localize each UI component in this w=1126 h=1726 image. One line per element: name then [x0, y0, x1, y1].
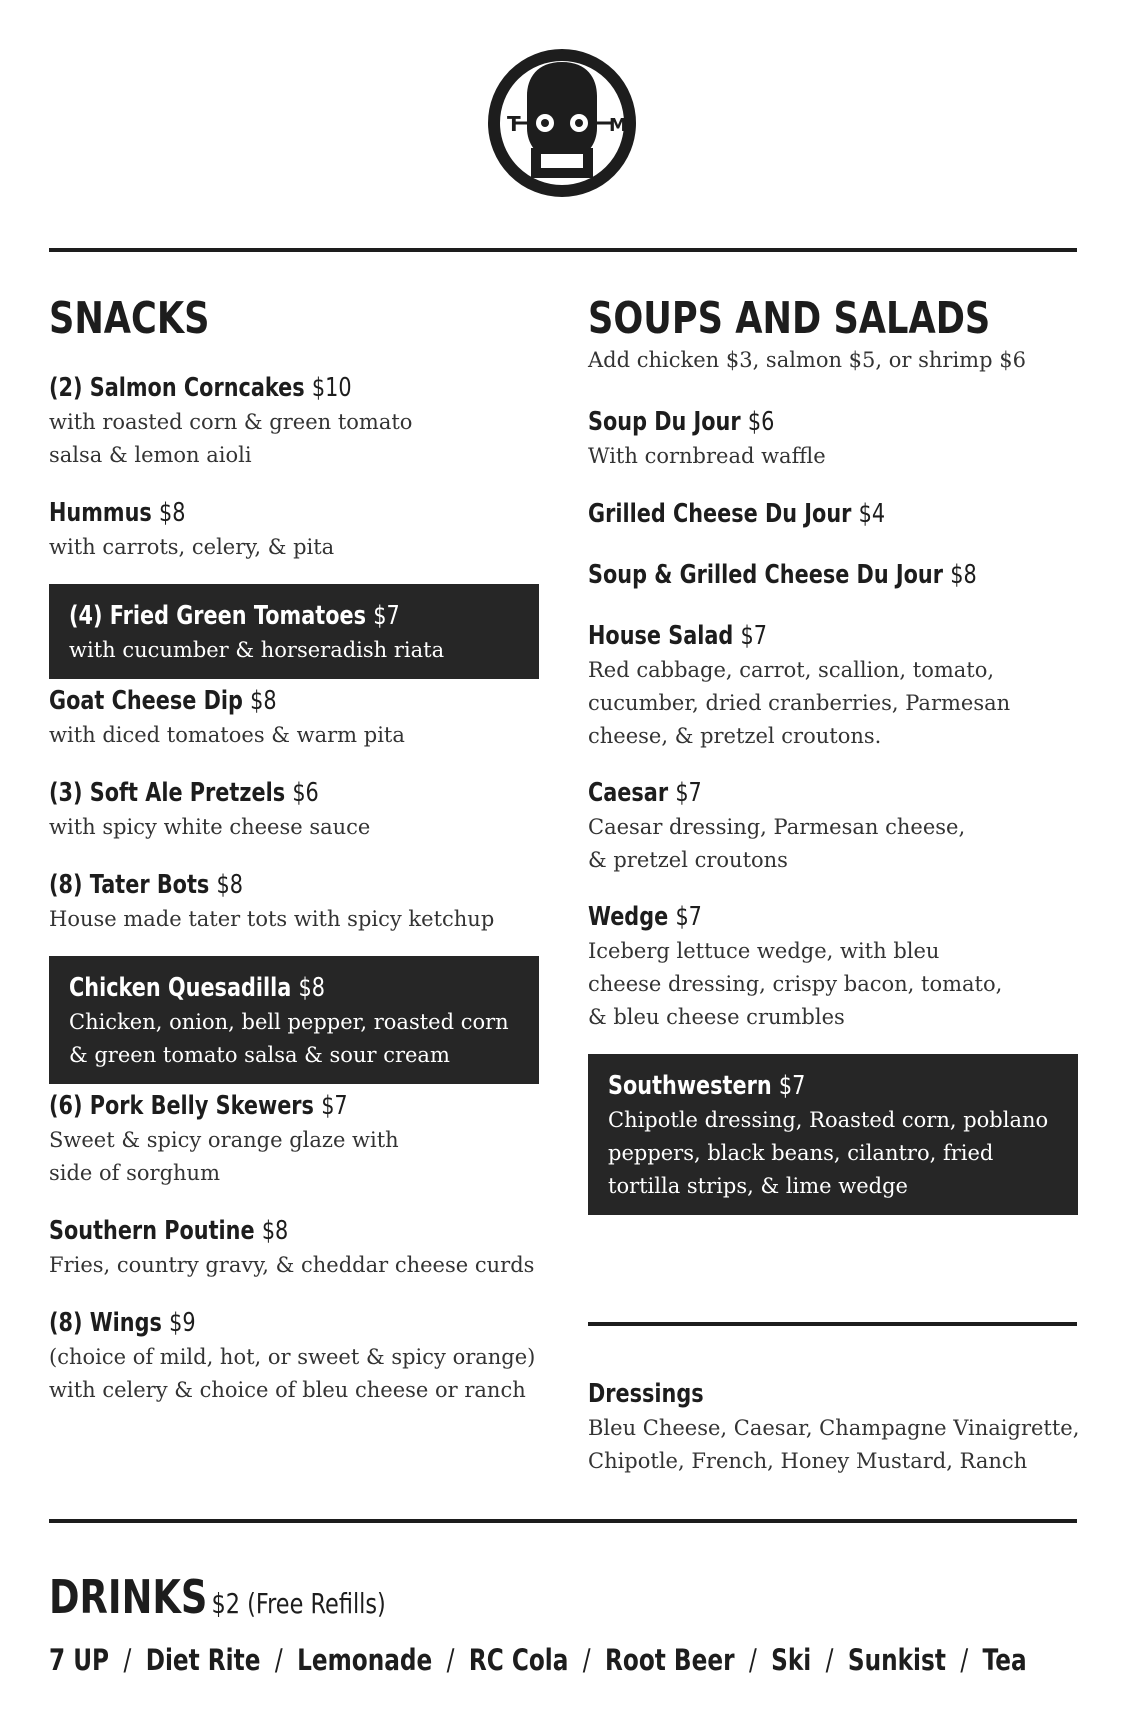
item-title: Southern Poutine — [49, 1216, 262, 1246]
menu-item-description: & green tomato salsa & sour cream — [69, 1043, 450, 1067]
item-price: $6 — [292, 778, 319, 808]
item-title: House Salad — [588, 621, 741, 651]
soups-title: SOUPS AND SALADS — [588, 293, 991, 344]
item-price: $7 — [675, 778, 702, 808]
menu-item-description: with diced tomatoes & warm pita — [49, 723, 405, 747]
menu-item-name — [49, 370, 441, 406]
menu-item — [49, 584, 539, 679]
drink-item: RC Cola — [468, 1643, 569, 1677]
drinks-title: DRINKS — [49, 1570, 208, 1624]
menu-item-name — [588, 775, 980, 811]
menu-item — [49, 775, 539, 844]
menu-item-description: cheese, & pretzel croutons. — [588, 724, 882, 748]
drink-item: Ski — [771, 1643, 812, 1677]
menu-item-description: Caesar dressing, Parmesan cheese, — [588, 815, 966, 839]
menu-item — [588, 1054, 1078, 1215]
menu-item-name — [588, 557, 980, 593]
menu-item-description: with spicy white cheese sauce — [49, 815, 371, 839]
item-price: $7 — [740, 621, 768, 651]
menu-item-description: Iceberg lettuce wedge, with bleu — [588, 939, 940, 963]
item-price: $10 — [311, 373, 352, 403]
menu-item — [588, 899, 1078, 1034]
dressings-line: Bleu Cheese, Caesar, Champagne Vinaigrette, — [588, 1416, 1080, 1440]
menu-item-name — [49, 683, 441, 719]
snacks-section — [49, 292, 539, 1407]
menu-item-description: Sweet & spicy orange glaze with — [49, 1128, 399, 1152]
menu-item — [49, 1213, 539, 1282]
menu-item-name — [49, 1213, 441, 1249]
item-title: (2) Salmon Corncakes — [49, 373, 312, 403]
item-price: $8 — [261, 1216, 289, 1246]
item-title: Soup & Grilled Cheese Du Jour — [588, 560, 951, 590]
menu-item-description: Chicken, onion, bell pepper, roasted corn — [69, 1010, 509, 1034]
svg-text:T: T — [507, 112, 521, 136]
drink-item: 7 UP — [49, 1643, 110, 1677]
drinks-separator: / — [446, 1643, 455, 1677]
menu-item-description: with cucumber & horseradish riata — [69, 638, 445, 662]
item-price: $8 — [250, 686, 277, 716]
drinks-price-note: $2 (Free Refills) — [211, 1587, 386, 1620]
drinks-list — [49, 1643, 1027, 1677]
drink-item: Lemonade — [297, 1643, 433, 1677]
menu-item — [49, 495, 539, 564]
menu-item-description: & bleu cheese crumbles — [588, 1005, 845, 1029]
top-divider — [49, 248, 1077, 252]
menu-item-description: Fries, country gravy, & cheddar cheese curds — [49, 1253, 535, 1277]
drinks-separator: / — [960, 1643, 969, 1677]
menu-item-description: House made tater tots with spicy ketchup — [49, 907, 495, 931]
menu-item-name — [49, 775, 441, 811]
item-title: (6) Pork Belly Skewers — [49, 1091, 322, 1121]
drinks-separator: / — [123, 1643, 132, 1677]
item-title: Chicken Quesadilla — [69, 973, 299, 1003]
menu-item — [49, 370, 539, 472]
menu-item-description: salsa & lemon aioli — [49, 443, 252, 467]
item-title: Hummus — [49, 498, 159, 528]
menu-item — [588, 618, 1078, 753]
menu-item-description: (choice of mild, hot, or sweet & spicy orange) — [49, 1345, 536, 1369]
menu-item-description: with carrots, celery, & pita — [49, 535, 335, 559]
drinks-separator: / — [582, 1643, 591, 1677]
menu-item-name — [608, 1068, 968, 1104]
menu-item — [49, 956, 539, 1084]
item-price: $7 — [373, 601, 400, 631]
menu-item-name — [49, 867, 441, 903]
soups-list — [588, 404, 1078, 1215]
dressings-line: Chipotle, French, Honey Mustard, Ranch — [588, 1449, 1028, 1473]
menu-item-name — [588, 618, 980, 654]
menu-item-name — [69, 970, 429, 1006]
item-price: $7 — [675, 902, 702, 932]
restaurant-logo — [487, 48, 637, 198]
item-title: Goat Cheese Dip — [49, 686, 251, 716]
menu-item — [49, 1305, 539, 1407]
item-title: Southwestern — [608, 1071, 779, 1101]
drinks-divider — [49, 1519, 1077, 1523]
menu-item-description: with celery & choice of bleu cheese or ranch — [49, 1378, 526, 1402]
item-price: $9 — [169, 1308, 196, 1338]
item-title: Wedge — [588, 902, 676, 932]
item-title: Grilled Cheese Du Jour — [588, 499, 859, 529]
item-price: $8 — [216, 870, 244, 900]
menu-item-name — [49, 1305, 441, 1341]
snacks-title: SNACKS — [49, 293, 210, 344]
menu-item-description: Chipotle dressing, Roasted corn, poblano — [608, 1108, 1049, 1132]
menu-item — [588, 496, 1078, 532]
svg-text:M: M — [609, 115, 627, 136]
menu-item — [49, 867, 539, 936]
menu-item-description: with roasted corn & green tomato — [49, 410, 413, 434]
item-title: (4) Fried Green Tomatoes — [69, 601, 374, 631]
menu-item-name — [49, 1088, 441, 1124]
drink-item: Tea — [982, 1643, 1027, 1677]
menu-item-name — [588, 899, 980, 935]
item-price: $8 — [298, 973, 326, 1003]
dressings-title: Dressings — [588, 1379, 704, 1409]
drinks-separator: / — [274, 1643, 283, 1677]
menu-item — [588, 404, 1078, 473]
item-title: (8) Wings — [49, 1308, 170, 1338]
item-price: $8 — [950, 560, 977, 590]
item-price: $7 — [321, 1091, 348, 1121]
drink-item: Root Beer — [605, 1643, 735, 1677]
item-title: (3) Soft Ale Pretzels — [49, 778, 293, 808]
menu-item-description: cheese dressing, crispy bacon, tomato, — [588, 972, 1003, 996]
menu-item-name — [588, 496, 980, 532]
item-price: $4 — [858, 499, 886, 529]
item-price: $7 — [778, 1071, 806, 1101]
menu-item-description: peppers, black beans, cilantro, fried — [608, 1141, 994, 1165]
menu-item — [588, 557, 1078, 593]
drink-item: Diet Rite — [145, 1643, 261, 1677]
item-title: Soup Du Jour — [588, 407, 748, 437]
menu-item — [49, 683, 539, 752]
menu-item-description: side of sorghum — [49, 1161, 220, 1185]
dressings-divider — [588, 1322, 1077, 1326]
drink-item: Sunkist — [847, 1643, 946, 1677]
snacks-list — [49, 370, 539, 1407]
menu-item — [49, 1088, 539, 1190]
menu-item-name — [49, 495, 441, 531]
drinks-separator: / — [748, 1643, 757, 1677]
menu-item-name — [69, 598, 429, 634]
menu-item-description: Red cabbage, carrot, scallion, tomato, — [588, 658, 995, 682]
menu-item-name — [588, 404, 980, 440]
menu-item-description: With cornbread waffle — [588, 444, 826, 468]
soups-section — [588, 292, 1078, 1215]
drinks-separator: / — [825, 1643, 834, 1677]
menu-item — [588, 775, 1078, 877]
item-title: Caesar — [588, 778, 676, 808]
menu-item-description: & pretzel croutons — [588, 848, 788, 872]
item-price: $8 — [159, 498, 186, 528]
menu-item-description: tortilla strips, & lime wedge — [608, 1174, 908, 1198]
item-title: (8) Tater Bots — [49, 870, 217, 900]
dressings-section — [588, 1376, 1078, 1478]
item-price: $6 — [747, 407, 775, 437]
menu-item-description: cucumber, dried cranberries, Parmesan — [588, 691, 1011, 715]
drinks-heading — [49, 1570, 386, 1624]
soups-addon-note: Add chicken $3, salmon $5, or shrimp $6 — [588, 348, 1026, 372]
